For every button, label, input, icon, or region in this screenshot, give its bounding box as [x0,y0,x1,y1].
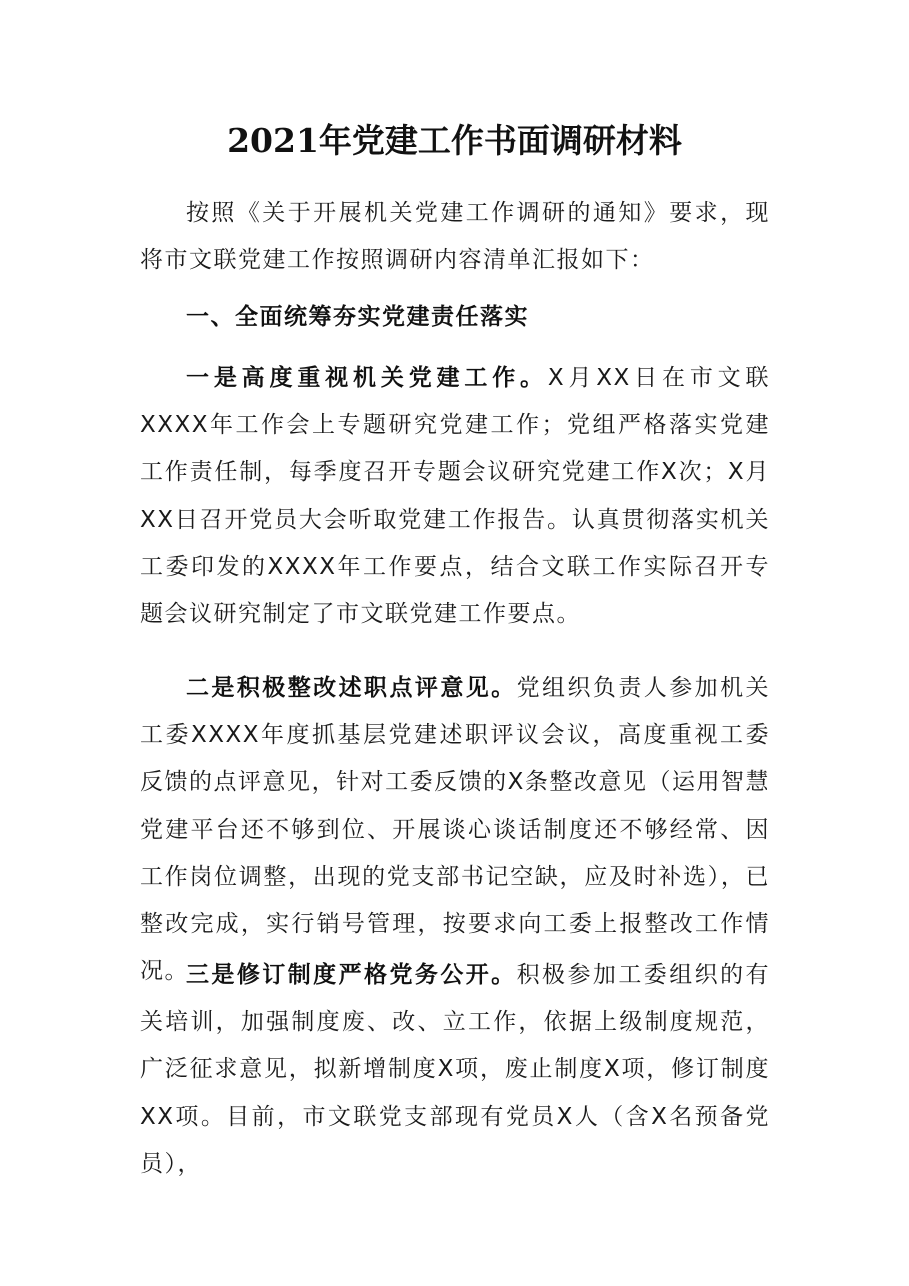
document-title: 2021年党建工作书面调研材料 [227,121,682,160]
paragraph-item-2 [140,665,770,995]
paragraph-item-1 [140,355,770,638]
paragraph-lead: 三是修订制度严格党务公开。 [186,962,517,988]
paragraph-lead: 一是高度重视机关党建工作。 [186,365,548,391]
paragraph-lead: 二是积极整改述职点评意见。 [186,675,517,701]
paragraph-text: X月XX日在市文联XXXX年工作会上专题研究党建工作；党组严格落实党建工作责任制，每季度召开专题会议研究党建工作X次；X月XX日召开党员大会听取党建工作报告。认真贯彻落实机关工委印发的XXXX年工作要点，结合文联工作实际召开专题会议研究制定了市文联党建工作要点。 [140,365,770,628]
paragraph-text: 积极参加工委组织的有关培训，加强制度废、改、立工作，依据上级制度规范，广泛征求意见，拟新增制度X项，废止制度X项，修订制度XX项。目前，市文联党支部现有党员X人（含X名预备党员）， [140,962,771,1177]
paragraph-item-3 [140,952,770,1188]
intro-paragraph: 按照《关于开展机关党建工作调研的通知》要求，现将市文联党建工作按照调研内容清单汇报如下： [140,200,770,274]
section-heading: 一、全面统筹夯实党建责任落实 [186,304,529,330]
paragraph-text: 党组织负责人参加机关工委XXXX年度抓基层党建述职评议会议，高度重视工委反馈的点评意见，针对工委反馈的X条整改意见（运用智慧党建平台还不够到位、开展谈心谈话制度还不够经常、因工作岗位调整，出现的党支部书记空缺，应及时补选），已整改完成，实行销号管理，按要求向工委上报整改工作情况。 [140,675,771,985]
